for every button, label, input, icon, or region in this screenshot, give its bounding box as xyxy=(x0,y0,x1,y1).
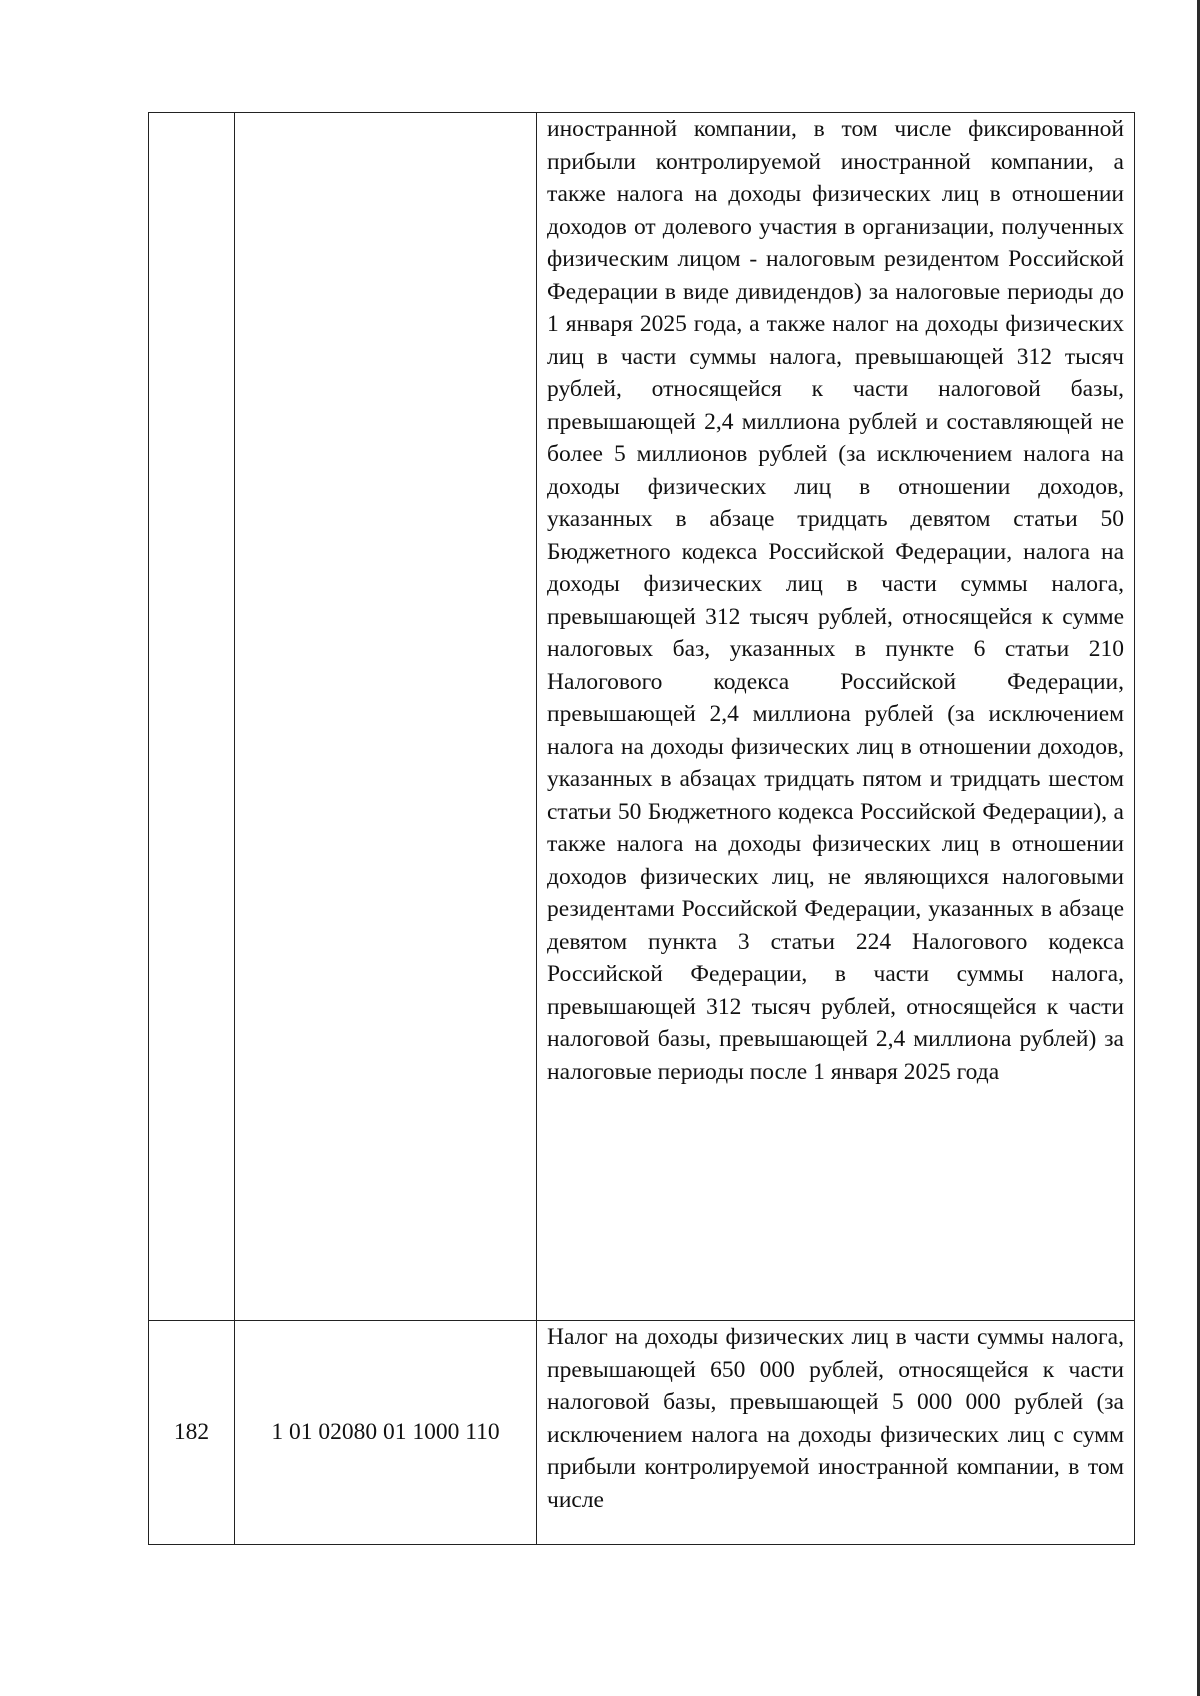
income-description-cell: Налог на доходы физических лиц в части суммы налога, превышающей 650 000 рублей, относящейся к части налоговой базы, превышающей 5 000 000 рублей (за исключением налога на доходы физических лиц с сумм прибыли контролируемой иностранной компании, в том числе xyxy=(537,1321,1135,1545)
table-row xyxy=(149,1321,1135,1545)
budget-classification-table xyxy=(148,112,1135,1545)
kbk-code-cell xyxy=(235,113,537,1321)
income-description-cell: иностранной компании, в том числе фиксированной прибыли контролируемой иностранной компании, а также налога на доходы физических лиц в отношении доходов от долевого участия в организации, полученных физическим лицом - налоговым резидентом Российской Федерации в виде дивидендов) за налоговые периоды до 1 января 2025 года, а также налог на доходы физических лиц в части суммы налога, превышающей 312 тысяч рублей, относящейся к части налоговой базы, превышающей 2,4 миллиона рублей и составляющей не более 5 миллионов рублей (за исключением налога на доходы физических лиц в отношении доходов, указанных в абзаце тридцать девятом статьи 50 Бюджетного кодекса Российской Федерации, налога на доходы физических лиц в части суммы налога, превышающей 312 тысяч рублей, относящейся к сумме налоговых баз, указанных в пункте 6 статьи 210 Налогового кодекса Российской Федерации, превышающей 2,4 миллиона рублей (за исключением налога на доходы физических лиц в отношении доходов, указанных в абзацах тридцать пятом и тридцать шестом статьи 50 Бюджетного кодекса Российской Федерации), а также налога на доходы физических лиц в отношении доходов физических лиц, не являющихся налоговыми резидентами Российской Федерации, указанных в абзаце девятом пункта 3 статьи 224 Налогового кодекса Российской Федерации, в части суммы налога, превышающей 312 тысяч рублей, относящейся к части налоговой базы, превышающей 2,4 миллиона рублей) за налоговые периоды после 1 января 2025 года xyxy=(537,113,1135,1321)
admin-code-cell xyxy=(149,113,235,1321)
table-row xyxy=(149,113,1135,1321)
admin-code-cell: 182 xyxy=(149,1321,235,1545)
kbk-code-cell: 1 01 02080 01 1000 110 xyxy=(235,1321,537,1545)
